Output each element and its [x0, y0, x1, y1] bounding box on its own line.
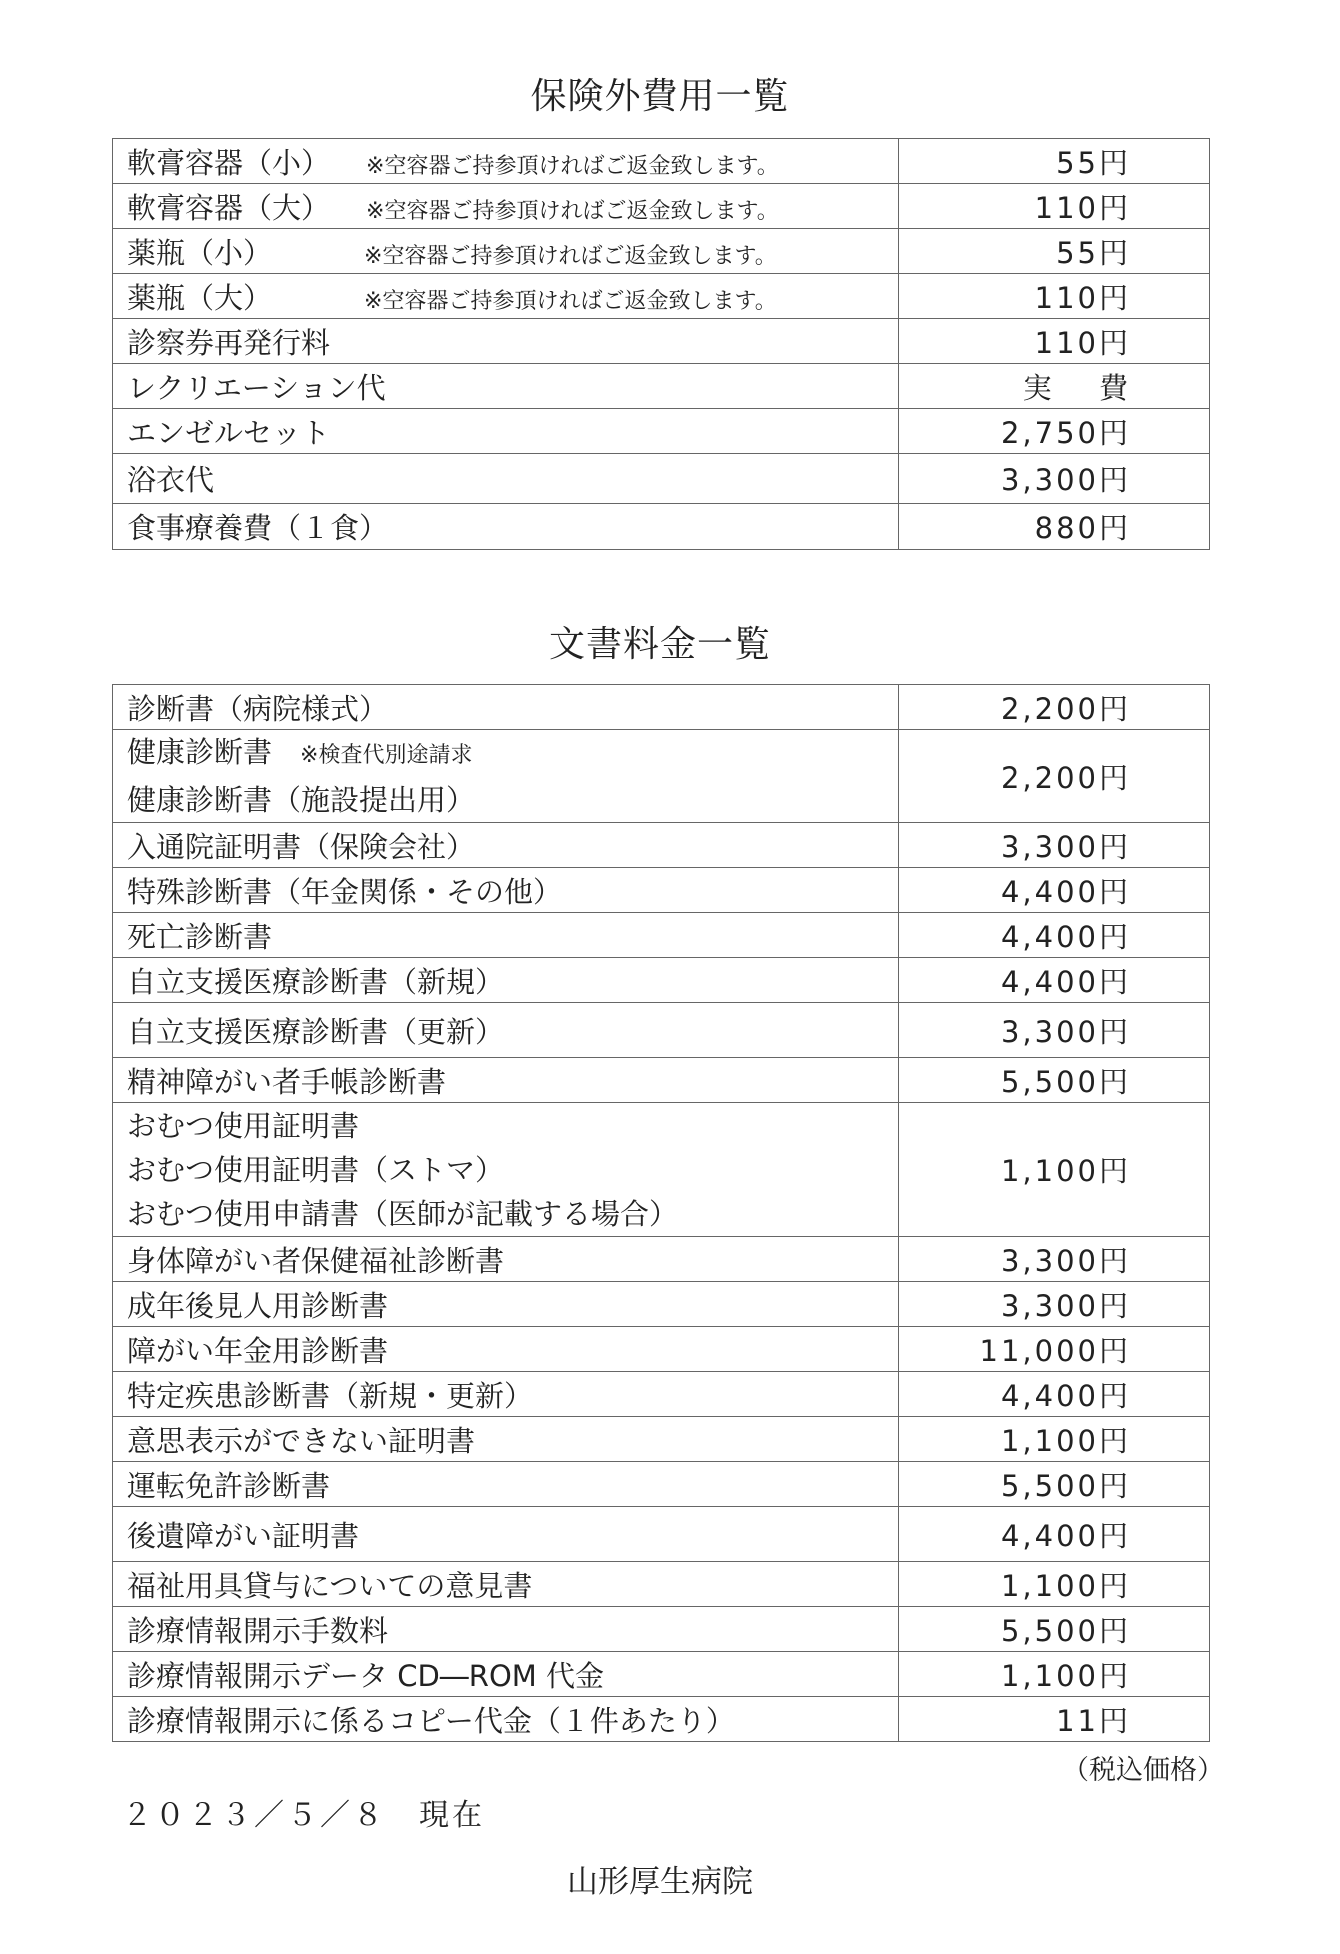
- price-cell: 3,300円: [899, 823, 1210, 868]
- exam-fee-note: ※検査代別途請求: [300, 743, 473, 768]
- table-row: [113, 139, 1210, 184]
- hospital-name: 山形厚生病院: [567, 1864, 753, 1900]
- table-row: [113, 1562, 1210, 1607]
- table-row: [113, 1607, 1210, 1652]
- price-cell: 実 費: [899, 364, 1210, 409]
- price-cell: 110円: [899, 274, 1210, 319]
- price-cell: 2,200円: [899, 685, 1210, 730]
- as-of-date: ２０２３／５／８ 現在: [122, 1798, 485, 1833]
- price-cell: 4,400円: [899, 958, 1210, 1003]
- table-row: [113, 958, 1210, 1003]
- price-cell: 5,500円: [899, 1462, 1210, 1507]
- item-line: おむつ使用証明書（ストマ）: [127, 1152, 505, 1187]
- item-line: おむつ使用証明書: [127, 1108, 360, 1143]
- table-row: [113, 1282, 1210, 1327]
- price-cell: 3,300円: [899, 1282, 1210, 1327]
- table-row: [113, 229, 1210, 274]
- table-row: [113, 1058, 1210, 1103]
- table-row: [113, 274, 1210, 319]
- item-cell: レクリエーション代: [113, 364, 899, 409]
- table-row: [113, 823, 1210, 868]
- item-cell: 後遺障がい証明書: [113, 1507, 899, 1562]
- document-fee-table: [112, 684, 1210, 1742]
- price-cell: 2,200円: [899, 730, 1210, 823]
- price-cell: 5,500円: [899, 1607, 1210, 1652]
- tax-included-note: （税込価格）: [1062, 1755, 1224, 1786]
- item-cell: 福祉用具貸与についての意見書: [113, 1562, 899, 1607]
- table-row: [113, 409, 1210, 454]
- table-row: [113, 868, 1210, 913]
- item-cell: [113, 1103, 899, 1237]
- item-cell: エンゼルセット: [113, 409, 899, 454]
- price-cell: 2,750円: [899, 409, 1210, 454]
- table-row: [113, 1652, 1210, 1697]
- table-row: [113, 454, 1210, 504]
- item-cell: 成年後見人用診断書: [113, 1282, 899, 1327]
- price-cell: 3,300円: [899, 1003, 1210, 1058]
- table-row: [113, 1417, 1210, 1462]
- item-cell: 特定疾患診断書（新規・更新）: [113, 1372, 899, 1417]
- item-cell: 浴衣代: [113, 454, 899, 504]
- price-cell: 11,000円: [899, 1327, 1210, 1372]
- item-cell: 運転免許診断書: [113, 1462, 899, 1507]
- price-cell: 4,400円: [899, 1372, 1210, 1417]
- price-cell: 110円: [899, 184, 1210, 229]
- item-cell: 診療情報開示データ CD―ROM 代金: [113, 1652, 899, 1697]
- item-cell: 入通院証明書（保険会社）: [113, 823, 899, 868]
- item-cell: 薬瓶（大） ※空容器ご持参頂ければご返金致します。: [113, 274, 899, 319]
- price-cell: 110円: [899, 319, 1210, 364]
- refund-note: ※空容器ご持参頂ければご返金致します。: [366, 198, 779, 224]
- item-cell: 診療情報開示手数料: [113, 1607, 899, 1652]
- item-cell: 死亡診断書: [113, 913, 899, 958]
- table-row: [113, 1462, 1210, 1507]
- item-cell: 診療情報開示に係るコピー代金（１件あたり）: [113, 1697, 899, 1742]
- price-cell: 3,300円: [899, 454, 1210, 504]
- section1-title: 保険外費用一覧: [530, 76, 790, 117]
- table-row: [113, 1372, 1210, 1417]
- price-cell: 3,300円: [899, 1237, 1210, 1282]
- item-cell: 自立支援医療診断書（更新）: [113, 1003, 899, 1058]
- item-cell: 軟膏容器（大） ※空容器ご持参頂ければご返金致します。: [113, 184, 899, 229]
- table-row: [113, 1103, 1210, 1237]
- price-cell: 1,100円: [899, 1562, 1210, 1607]
- price-cell: 4,400円: [899, 913, 1210, 958]
- item-cell: 診断書（病院様式）: [113, 685, 899, 730]
- table-row: [113, 1507, 1210, 1562]
- item-cell: 自立支援医療診断書（新規）: [113, 958, 899, 1003]
- price-cell: 880円: [899, 504, 1210, 550]
- section2-title: 文書料金一覧: [548, 624, 771, 665]
- item-cell: 診察券再発行料: [113, 319, 899, 364]
- price-cell: 1,100円: [899, 1417, 1210, 1462]
- table-row: [113, 730, 1210, 823]
- item-cell: 障がい年金用診断書: [113, 1327, 899, 1372]
- item-line: 健康診断書（施設提出用）: [127, 783, 476, 817]
- table-row: [113, 685, 1210, 730]
- price-cell: 4,400円: [899, 868, 1210, 913]
- price-cell: 11円: [899, 1697, 1210, 1742]
- table-row: [113, 1003, 1210, 1058]
- non-insurance-fee-table: [112, 138, 1210, 550]
- table-row: [113, 319, 1210, 364]
- item-cell: 意思表示ができない証明書: [113, 1417, 899, 1462]
- item-cell: 軟膏容器（小） ※空容器ご持参頂ければご返金致します。: [113, 139, 899, 184]
- table-row: [113, 1697, 1210, 1742]
- price-cell: 55円: [899, 229, 1210, 274]
- item-cell: 特殊診断書（年金関係・その他）: [113, 868, 899, 913]
- price-cell: 1,100円: [899, 1103, 1210, 1237]
- table-row: [113, 364, 1210, 409]
- refund-note: ※空容器ご持参頂ければご返金致します。: [366, 153, 779, 179]
- price-cell: 1,100円: [899, 1652, 1210, 1697]
- item-line: おむつ使用申請書（医師が記載する場合）: [127, 1196, 679, 1231]
- table-row: [113, 1327, 1210, 1372]
- item-cell: 薬瓶（小） ※空容器ご持参頂ければご返金致します。: [113, 229, 899, 274]
- price-cell: 5,500円: [899, 1058, 1210, 1103]
- table-row: [113, 913, 1210, 958]
- price-cell: 55円: [899, 139, 1210, 184]
- item-cell: 精神障がい者手帳診断書: [113, 1058, 899, 1103]
- item-cell: 身体障がい者保健福祉診断書: [113, 1237, 899, 1282]
- price-cell: 4,400円: [899, 1507, 1210, 1562]
- table-row: [113, 504, 1210, 550]
- refund-note: ※空容器ご持参頂ければご返金致します。: [364, 243, 777, 269]
- item-cell: 食事療養費（１食）: [113, 504, 899, 550]
- item-line: 健康診断書: [127, 735, 273, 769]
- table-row: [113, 1237, 1210, 1282]
- table-row: [113, 184, 1210, 229]
- item-cell: [113, 730, 899, 823]
- refund-note: ※空容器ご持参頂ければご返金致します。: [364, 288, 777, 314]
